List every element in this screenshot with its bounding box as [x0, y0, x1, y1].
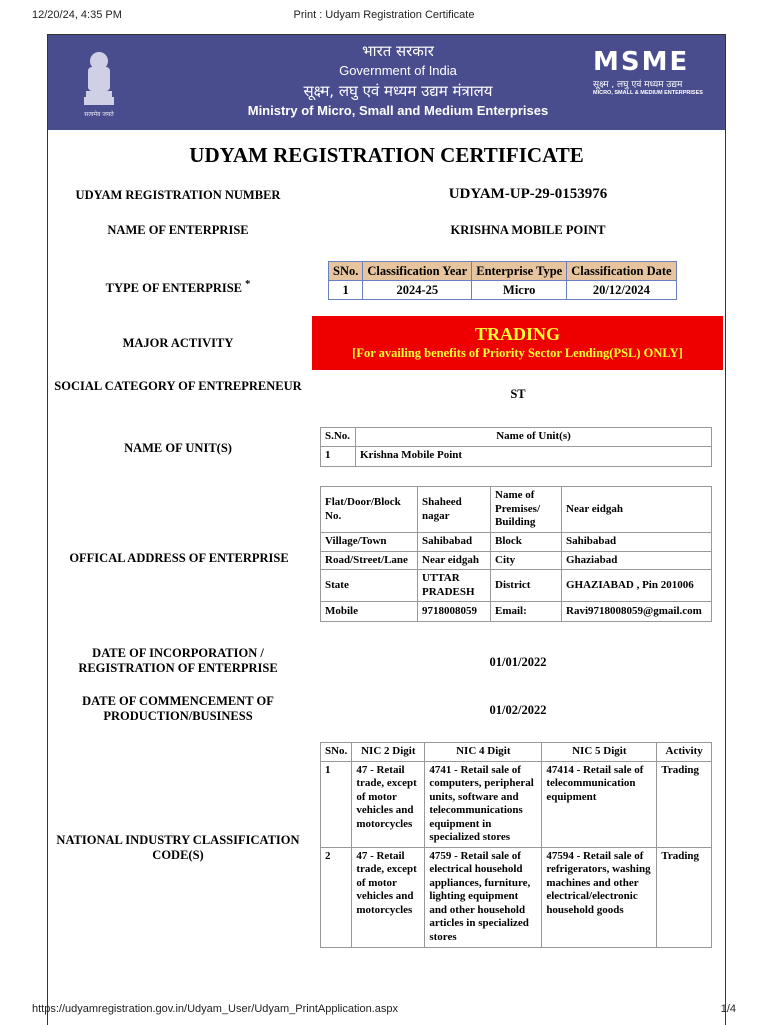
reg-number-label: UDYAM REGISTRATION NUMBER: [75, 188, 281, 202]
print-url: https://udyamregistration.gov.in/Udyam_User/Udyam_PrintApplication.aspx: [32, 1003, 399, 1015]
nic-4-digit: 4759 - Retail sale of electrical household appliances, furniture, lighting equipment and other household articles in specialized stores: [425, 847, 542, 947]
address-value: GHAZIABAD , Pin 201006: [562, 570, 712, 602]
nic-2-digit: 47 - Retail trade, except of motor vehicles and motorcycles: [352, 847, 425, 947]
commencement-value: 01/02/2022: [489, 703, 547, 717]
incorporation-label: DATE OF INCORPORATION / REGISTRATION OF ENTERPRISE: [78, 646, 278, 675]
unit-sno: 1: [321, 446, 356, 466]
nic-activity: Trading: [657, 761, 712, 847]
reg-number-value: UDYAM-UP-29-0153976: [448, 186, 608, 202]
address-value: Ravi9718008059@gmail.com: [562, 602, 712, 622]
social-category-label: SOCIAL CATEGORY OF ENTREPRENEUR: [54, 379, 302, 393]
ministry-banner: [48, 35, 725, 130]
classification-year: 2024-25: [363, 281, 472, 300]
address-value: Near eidgah: [562, 487, 712, 533]
address-key: Name of Premises/ Building: [491, 487, 562, 533]
address-label: OFFICAL ADDRESS OF ENTERPRISE: [69, 551, 289, 565]
type-label-text: TYPE OF ENTERPRISE: [105, 281, 243, 296]
nic-header: Activity: [657, 743, 712, 762]
nic-header: NIC 5 Digit: [542, 743, 657, 762]
unit-name: Krishna Mobile Point: [356, 446, 712, 466]
incorporation-value: 01/01/2022: [489, 655, 547, 669]
nic-header: NIC 4 Digit: [425, 743, 542, 762]
print-header: [0, 0, 768, 30]
national-emblem-icon: [78, 49, 120, 119]
address-key: State: [321, 570, 418, 602]
commencement-label: DATE OF COMMENCEMENT OF PRODUCTION/BUSINESS: [82, 694, 274, 723]
units-label: NAME OF UNIT(S): [124, 441, 232, 455]
address-key: Email:: [491, 602, 562, 622]
nic-row: [321, 761, 712, 847]
print-page-number: 1/4: [720, 1003, 736, 1015]
type-label-star: *: [245, 279, 251, 290]
certificate-page: [47, 34, 726, 1025]
address-key: City: [491, 551, 562, 570]
print-footer: [0, 998, 768, 1024]
nic-sno: 2: [321, 847, 352, 947]
print-datetime: 12/20/24, 4:35 PM: [32, 9, 122, 21]
classification-header: Classification Date: [567, 262, 676, 281]
emblem-caption: सत्यमेव जयते: [84, 111, 114, 118]
address-key: Flat/Door/Block No.: [321, 487, 418, 533]
classification-date: 20/12/2024: [567, 281, 676, 300]
address-key: District: [491, 570, 562, 602]
address-table: [320, 486, 712, 622]
banner-line-3: सूक्ष्म, लघु एवं मध्यम उद्यम मंत्रालय: [303, 82, 493, 100]
address-value: Sahibabad: [562, 533, 712, 552]
msme-logo-sub-hindi: सूक्ष्म , लघु एवं मध्यम उद्यम: [593, 80, 683, 90]
address-value: Shaheed nagar: [418, 487, 491, 533]
major-activity-label: MAJOR ACTIVITY: [122, 336, 234, 350]
nic-label: NATIONAL INDUSTRY CLASSIFICATION CODE(S): [56, 833, 300, 862]
certificate-title: UDYAM REGISTRATION CERTIFICATE: [189, 143, 584, 167]
classification-table: [328, 261, 677, 300]
address-value: Ghaziabad: [562, 551, 712, 570]
address-value: 9718008059: [418, 602, 491, 622]
nic-row: [321, 847, 712, 947]
banner-line-2: Government of India: [339, 63, 457, 78]
enterprise-type: Micro: [472, 281, 567, 300]
banner-text: [208, 41, 588, 121]
nic-table: [320, 742, 712, 948]
nic-activity: Trading: [657, 847, 712, 947]
classification-header: Classification Year: [363, 262, 472, 281]
classification-header: Enterprise Type: [472, 262, 567, 281]
units-table: [320, 427, 712, 467]
address-key: Village/Town: [321, 533, 418, 552]
type-label: [48, 277, 308, 296]
address-key: Block: [491, 533, 562, 552]
nic-5-digit: 47414 - Retail sale of telecommunication equipment: [542, 761, 657, 847]
social-category-value: ST: [510, 387, 526, 401]
address-key: Mobile: [321, 602, 418, 622]
address-value: Near eidgah: [418, 551, 491, 570]
msme-logo: [593, 47, 713, 117]
print-title: Print : Udyam Registration Certificate: [293, 9, 475, 21]
msme-logo-sub-english: MICRO, SMALL & MEDIUM ENTERPRISES: [593, 90, 703, 96]
address-key: Road/Street/Lane: [321, 551, 418, 570]
nic-4-digit: 4741 - Retail sale of computers, peripheral units, software and telecommunications equipment in specialized stores: [425, 761, 542, 847]
banner-line-4: Ministry of Micro, Small and Medium Enterprises: [247, 103, 549, 118]
units-header: S.No.: [321, 428, 356, 447]
classification-header: SNo.: [329, 262, 363, 281]
banner-line-1: भारत सरकार: [362, 42, 434, 60]
address-value: UTTAR PRADESH: [418, 570, 491, 602]
major-activity-note: [For availing benefits of Priority Sector Lending(PSL) ONLY]: [352, 346, 683, 360]
nic-header: NIC 2 Digit: [352, 743, 425, 762]
enterprise-name-label: NAME OF ENTERPRISE: [107, 223, 249, 237]
msme-logo-text: MSME: [593, 47, 690, 77]
nic-sno: 1: [321, 761, 352, 847]
major-activity-box: [312, 316, 723, 370]
nic-5-digit: 47594 - Retail sale of refrigerators, washing machines and other electrical/electronic household goods: [542, 847, 657, 947]
enterprise-name-value: KRISHNA MOBILE POINT: [450, 223, 606, 237]
nic-header: SNo.: [321, 743, 352, 762]
address-value: Sahibabad: [418, 533, 491, 552]
nic-2-digit: 47 - Retail trade, except of motor vehicles and motorcycles: [352, 761, 425, 847]
major-activity-value: TRADING: [474, 324, 560, 344]
classification-sno: 1: [329, 281, 363, 300]
units-header: Name of Unit(s): [356, 428, 712, 447]
